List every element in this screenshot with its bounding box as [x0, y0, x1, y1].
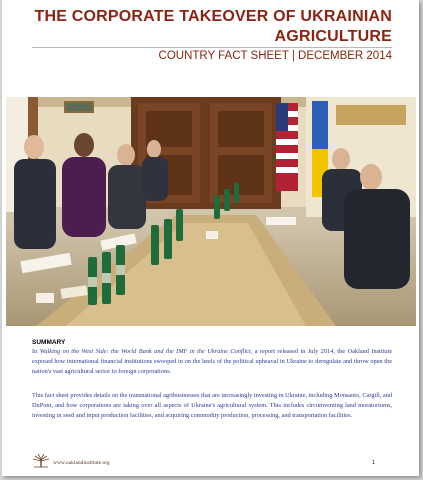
oakland-institute-tree-logo: [30, 452, 52, 468]
report-title: Walking on the West Side: the World Bank and the IMF in the Ukraine Conflict: [39, 348, 251, 355]
p1-intro: In: [32, 348, 40, 355]
title-line-1: THE CORPORATE TAKEOVER OF UKRAINIAN: [34, 8, 392, 25]
summary-paragraph-2: This fact sheet provides details on the transnational agribusinesses that are increasingly investing in Ukraine, including Monsanto, Cargill, and DuPont, and how corporations are taking over all aspects of Ukraine's agricultural system. This includes circumventing land moratoriums, investing in seed and input production facilities, and acquiring commodity production, processing, and transportation facilities.: [32, 392, 392, 419]
summary-heading: SUMMARY: [32, 339, 66, 346]
document-title: [32, 7, 392, 47]
title-line-2: AGRICULTURE: [274, 28, 392, 45]
summary-paragraph-1: [32, 347, 392, 377]
title-divider: [32, 47, 392, 48]
document-subtitle: COUNTRY FACT SHEET | DECEMBER 2014: [158, 50, 392, 62]
meeting-photo-illustration: [6, 97, 416, 326]
page-number: 1: [372, 460, 376, 466]
p1-body: , a report released in July 2014, the Oakland Institute exposed how international financial institutions swooped in on the heels of the political upheaval in Ukraine to deregulate and throw open the nation's vast agricultural sector to foreign corporations.: [32, 348, 392, 375]
document-page: [2, 0, 419, 476]
cover-photo: [6, 97, 416, 326]
website-url: www.oaklandinstitute.org: [53, 460, 110, 466]
